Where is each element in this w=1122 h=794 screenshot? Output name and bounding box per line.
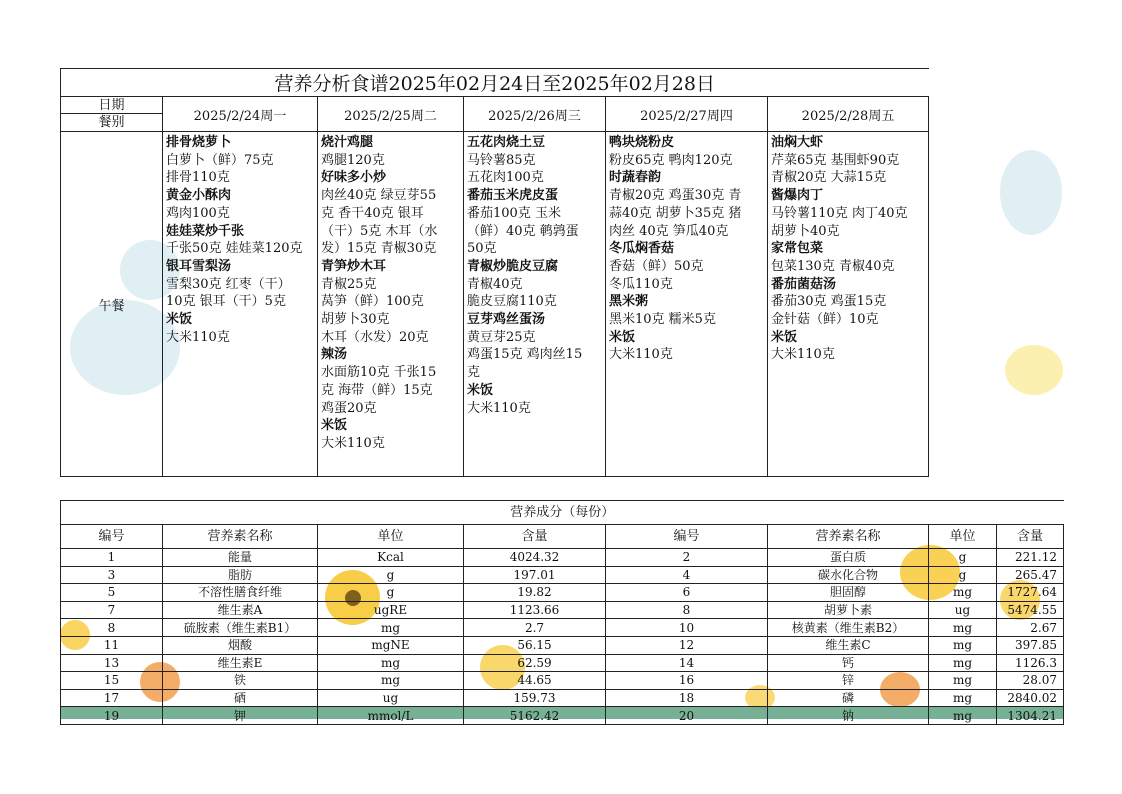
dish-name: 青椒炒脆皮豆腐 (467, 258, 559, 274)
nutrient-unit: mmol/L (318, 707, 464, 725)
nutrient-amount: 19.82 (464, 584, 606, 602)
ingredient-line: 大米110克 (771, 347, 835, 363)
nutrient-amount: 197.01 (464, 566, 606, 584)
day-header: 2025/2/25周二 (318, 97, 464, 132)
ingredient-line: 莴笋（鲜）100克 (321, 294, 424, 310)
ingredient-line: 马铃薯110克 肉丁40克 (771, 205, 908, 221)
nutrient-amount: 2.7 (464, 619, 606, 637)
nutrient-name: 钠 (768, 707, 929, 725)
nutrient-name: 硫胺素（维生素B1） (163, 619, 318, 637)
page-title: 营养分析食谱2025年02月24日至2025年02月28日 (61, 69, 929, 97)
ingredient-line: 青椒40克 (467, 276, 523, 292)
nutrient-id: 11 (61, 636, 163, 654)
nutrient-unit: ug (929, 601, 997, 619)
cloud-decoration-yellow (1005, 345, 1063, 395)
ingredient-line: 木耳（水发）20克 (321, 329, 429, 345)
ingredient-line: 蒜40克 胡萝卜35克 猪 (609, 205, 742, 221)
nutrient-amount: 2840.02 (997, 689, 1064, 707)
column-header: 单位 (929, 525, 997, 549)
ingredient-line: 马铃薯85克 (467, 152, 536, 168)
ingredient-line: 胡萝卜40克 (771, 223, 840, 239)
nutrient-id: 8 (606, 601, 768, 619)
ingredient-line: 芹菜65克 基围虾90克 (771, 152, 900, 168)
nutrient-amount: 1727.64 (997, 584, 1064, 602)
dish-name: 烧汁鸡腿 (321, 135, 374, 150)
nutrient-unit: Kcal (318, 549, 464, 567)
day-menu (768, 132, 929, 477)
nutrient-unit: g (318, 566, 464, 584)
column-header: 营养素名称 (163, 525, 318, 549)
dish-name: 番茄玉米虎皮蛋 (467, 188, 559, 204)
nutrient-unit: mg (929, 636, 997, 654)
column-header: 编号 (61, 525, 163, 549)
nutrient-name: 碳水化合物 (768, 566, 929, 584)
dish-name: 黑米粥 (609, 294, 649, 310)
ingredient-line: 肉丝40克 绿豆芽55 (321, 188, 437, 204)
nutrient-id: 19 (61, 707, 163, 725)
nutrient-id: 4 (606, 566, 768, 584)
ingredient-line: 番茄30克 鸡蛋15克 (771, 294, 887, 310)
nutrient-unit: mgNE (318, 636, 464, 654)
nutrient-id: 7 (61, 601, 163, 619)
nutrient-unit: g (318, 584, 464, 602)
ingredient-line: 水面筋10克 千张15 (321, 365, 437, 381)
table-row (61, 689, 1064, 707)
dish-name: 米饭 (467, 382, 494, 398)
ingredient-line: 脆皮豆腐110克 (467, 294, 557, 310)
nutrient-unit: mg (929, 672, 997, 690)
nutrient-amount: 62.59 (464, 654, 606, 672)
ingredient-line: 粉皮65克 鸭肉120克 (609, 152, 733, 168)
nutrient-amount: 1126.3 (997, 654, 1064, 672)
day-header: 2025/2/27周四 (606, 97, 768, 132)
column-header: 编号 (606, 525, 768, 549)
ingredient-line: 雪梨30克 红枣（干） (166, 276, 291, 292)
dish-name: 娃娃菜炒千张 (166, 223, 245, 239)
dish-name: 时蔬春韵 (609, 170, 662, 186)
nutrient-amount: 265.47 (997, 566, 1064, 584)
dish-name: 青笋炒木耳 (321, 258, 387, 274)
nutrient-id: 12 (606, 636, 768, 654)
nutrient-id: 10 (606, 619, 768, 637)
nutrient-amount: 56.15 (464, 636, 606, 654)
ingredient-line: （干）5克 木耳（水 (321, 223, 438, 239)
nutrient-unit: mg (929, 584, 997, 602)
nutrient-name: 锌 (768, 672, 929, 690)
ingredient-line: 香菇（鲜）50克 (609, 258, 704, 274)
nutrition-table (60, 500, 1064, 725)
nutrient-amount: 1304.21 (997, 707, 1064, 725)
nutrient-amount: 2.67 (997, 619, 1064, 637)
meal-type-label: 餐别 (98, 115, 125, 130)
nutrient-name: 胡萝卜素 (768, 601, 929, 619)
ingredient-line: 白萝卜（鲜）75克 (166, 152, 274, 168)
nutrient-id: 15 (61, 672, 163, 690)
nutrient-id: 18 (606, 689, 768, 707)
ingredient-line: 鸡肉100克 (166, 205, 230, 221)
table-row (61, 566, 1064, 584)
menu-table (60, 68, 929, 477)
dish-name: 番茄菌菇汤 (771, 276, 837, 292)
nutrient-id: 14 (606, 654, 768, 672)
column-header: 含量 (997, 525, 1064, 549)
table-row (61, 601, 1064, 619)
ingredient-line: （鲜）40克 鹌鹑蛋 (467, 223, 579, 239)
column-header: 营养素名称 (768, 525, 929, 549)
nutrient-id: 8 (61, 619, 163, 637)
nutrient-unit: ugRE (318, 601, 464, 619)
ingredient-line: 10克 银耳（干）5克 (166, 294, 286, 310)
column-header: 单位 (318, 525, 464, 549)
nutrient-unit: g (929, 549, 997, 567)
nutrient-amount: 4024.32 (464, 549, 606, 567)
ingredient-line: 大米110克 (166, 329, 230, 345)
ingredient-line: 鸡蛋20克 (321, 400, 377, 416)
nutrient-name: 蛋白质 (768, 549, 929, 567)
dish-name: 豆芽鸡丝蛋汤 (467, 312, 546, 328)
nutrient-name: 磷 (768, 689, 929, 707)
nutrient-amount: 159.73 (464, 689, 606, 707)
day-menu (318, 132, 464, 477)
nutrient-id: 1 (61, 549, 163, 567)
nutrient-name: 钾 (163, 707, 318, 725)
day-header: 2025/2/26周三 (464, 97, 606, 132)
nutrition-caption: 营养成分（每份） (61, 501, 1064, 525)
ingredient-line: 50克 (467, 241, 497, 257)
nutrient-unit: mg (318, 654, 464, 672)
ingredient-line: 大米110克 (467, 400, 531, 416)
dish-name: 排骨烧萝卜 (166, 135, 232, 150)
dish-name: 家常包菜 (771, 241, 824, 257)
dish-name: 米饭 (166, 312, 193, 328)
nutrient-name: 维生素E (163, 654, 318, 672)
dish-name: 米饭 (609, 329, 636, 345)
nutrient-name: 维生素C (768, 636, 929, 654)
dish-name: 黄金小酥肉 (166, 188, 232, 204)
table-row (61, 619, 1064, 637)
nutrient-name: 核黄素（维生素B2） (768, 619, 929, 637)
dish-name: 五花肉烧土豆 (467, 135, 546, 150)
ingredient-line: 发）15克 青椒30克 (321, 241, 437, 257)
nutrient-id: 2 (606, 549, 768, 567)
ingredient-line: 五花肉100克 (467, 170, 544, 186)
ingredient-line: 排骨110克 (166, 170, 230, 186)
dish-name: 米饭 (321, 418, 348, 434)
nutrient-amount: 1123.66 (464, 601, 606, 619)
ingredient-line: 鸡腿120克 (321, 152, 385, 168)
ingredient-line: 青椒25克 (321, 276, 377, 292)
dish-name: 鸭块烧粉皮 (609, 135, 675, 150)
ingredient-line: 克 香干40克 银耳 (321, 205, 424, 221)
day-menu (606, 132, 768, 477)
nutrient-id: 20 (606, 707, 768, 725)
table-row (61, 654, 1064, 672)
nutrient-unit: ug (318, 689, 464, 707)
column-header: 含量 (464, 525, 606, 549)
ingredient-line: 肉丝 40克 笋瓜40克 (609, 223, 729, 239)
day-header: 2025/2/24周一 (163, 97, 318, 132)
nutrient-id: 3 (61, 566, 163, 584)
nutrient-unit: mg (929, 707, 997, 725)
ingredient-line: 金针菇（鲜）10克 (771, 312, 879, 328)
table-row (61, 549, 1064, 567)
nutrient-name: 烟酸 (163, 636, 318, 654)
ingredient-line: 黄豆芽25克 (467, 329, 536, 345)
ingredient-line: 黑米10克 糯米5克 (609, 312, 716, 328)
nutrient-unit: g (929, 566, 997, 584)
nutrient-name: 维生素A (163, 601, 318, 619)
nutrient-name: 能量 (163, 549, 318, 567)
nutrient-amount: 221.12 (997, 549, 1064, 567)
ingredient-line: 番茄100克 玉米 (467, 205, 561, 221)
nutrient-amount: 44.65 (464, 672, 606, 690)
nutrient-unit: mg (318, 672, 464, 690)
nutrient-id: 17 (61, 689, 163, 707)
dish-name: 油焖大虾 (771, 135, 824, 150)
date-label: 日期 (61, 97, 162, 114)
cloud-decoration-right (1000, 150, 1062, 235)
day-menu (464, 132, 606, 477)
ingredient-line: 胡萝卜30克 (321, 312, 390, 328)
ingredient-line: 冬瓜110克 (609, 276, 673, 292)
nutrient-unit: mg (929, 689, 997, 707)
nutrient-amount: 5474.55 (997, 601, 1064, 619)
dish-name: 好味多小炒 (321, 170, 387, 186)
ingredient-line: 千张50克 娃娃菜120克 (166, 241, 303, 257)
nutrient-id: 16 (606, 672, 768, 690)
day-menu (163, 132, 318, 477)
nutrient-id: 5 (61, 584, 163, 602)
meal-label: 午餐 (61, 132, 163, 477)
nutrient-name: 铁 (163, 672, 318, 690)
ingredient-line: 青椒20克 鸡蛋30克 青 (609, 188, 742, 204)
dish-name: 米饭 (771, 329, 798, 345)
nutrient-name: 硒 (163, 689, 318, 707)
ingredient-line: 大米110克 (609, 347, 673, 363)
nutrient-unit: mg (929, 619, 997, 637)
nutrient-amount: 5162.42 (464, 707, 606, 725)
table-row (61, 707, 1064, 725)
nutrient-id: 13 (61, 654, 163, 672)
day-header: 2025/2/28周五 (768, 97, 929, 132)
ingredient-line: 克 海带（鲜）15克 (321, 382, 433, 398)
ingredient-line: 鸡蛋15克 鸡肉丝15 (467, 347, 583, 363)
dish-name: 酱爆肉丁 (771, 188, 824, 204)
nutrient-amount: 28.07 (997, 672, 1064, 690)
table-row (61, 672, 1064, 690)
nutrient-unit: mg (318, 619, 464, 637)
table-row (61, 636, 1064, 654)
nutrient-name: 胆固醇 (768, 584, 929, 602)
ingredient-line: 包菜130克 青椒40克 (771, 258, 895, 274)
table-row (61, 584, 1064, 602)
nutrient-amount: 397.85 (997, 636, 1064, 654)
nutrient-id: 6 (606, 584, 768, 602)
dish-name: 银耳雪梨汤 (166, 258, 232, 274)
nutrient-name: 钙 (768, 654, 929, 672)
nutrient-name: 不溶性膳食纤维 (163, 584, 318, 602)
ingredient-line: 大米110克 (321, 435, 385, 451)
header-label-cell (61, 97, 163, 132)
dish-name: 辣汤 (321, 347, 348, 363)
nutrient-name: 脂肪 (163, 566, 318, 584)
ingredient-line: 青椒20克 大蒜15克 (771, 170, 887, 186)
ingredient-line: 克 (467, 365, 481, 381)
nutrient-unit: mg (929, 654, 997, 672)
dish-name: 冬瓜焖香菇 (609, 241, 675, 257)
